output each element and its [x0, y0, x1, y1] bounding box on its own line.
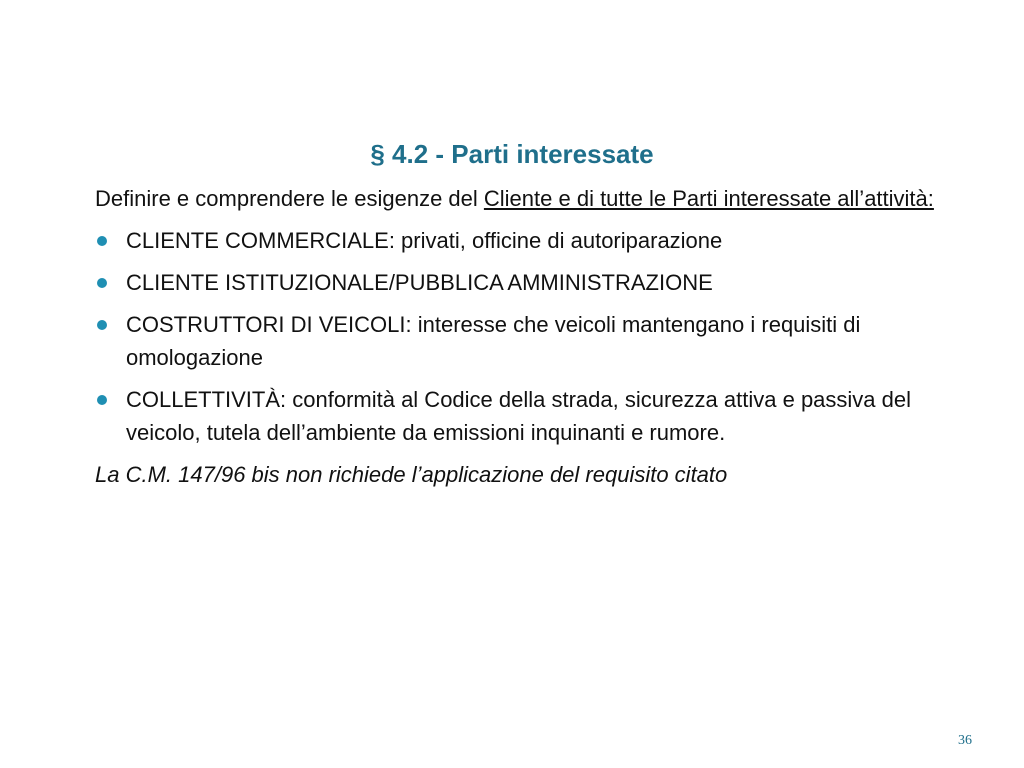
footnote-text: La C.M. 147/96 bis non richiede l’applicazione del requisito citato — [95, 462, 728, 487]
bullet-text: CLIENTE ISTITUZIONALE/PUBBLICA AMMINISTRAZIONE — [126, 270, 713, 295]
intro-text: Definire e comprendere le esigenze del — [95, 186, 484, 211]
bullet-icon — [97, 395, 107, 405]
bullet-list — [95, 224, 945, 449]
slide-title: § 4.2 - Parti interessate — [370, 139, 654, 169]
bullet-icon — [97, 320, 107, 330]
intro-paragraph — [95, 182, 945, 215]
bullet-item — [95, 266, 945, 299]
bullet-item — [95, 224, 945, 257]
bullet-icon — [97, 236, 107, 246]
page-number: 36 — [958, 733, 972, 748]
bullet-item — [95, 308, 945, 374]
bullet-text: CLIENTE COMMERCIALE: privati, officine di autoriparazione — [126, 228, 723, 253]
slide-content — [95, 182, 945, 513]
bullet-text: COLLETTIVITÀ: conformità al Codice della strada, sicurezza attiva e passiva del veicolo, tutela dell’ambiente da emissioni inquinanti e rumore. — [126, 387, 912, 445]
bullet-text: COSTRUTTORI DI VEICOLI: interesse che veicoli mantengano i requisiti di omologazione — [126, 312, 861, 370]
bullet-icon — [97, 278, 107, 288]
bullet-item — [95, 383, 945, 449]
intro-underlined-text: Cliente e di tutte le Parti interessate all’attività: — [483, 186, 934, 211]
